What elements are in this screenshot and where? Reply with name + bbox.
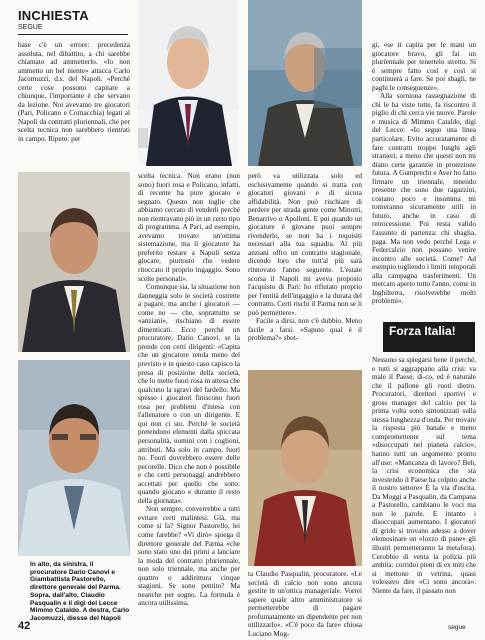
paragraph: però va utilizzata solo ed esclusivamente quando si tratta con giocatori giovani e di sicura affidabilità. Non può rischiare di perdere per strada gente come Minotti, Benarrivo o Apolloni. E poi quando un giocatore è giovane puoi sempre rivenderlo, se non ha i requisiti necessari alla tua squadra. Al più anziani offro un contratto stagionale, dicendo loro che tutt'al più sarà rinnovato l'anno seguente. L'estate scorsa il Napoli mi aveva proposto l'acquisto di Pari: ho rifiutato proprio per l'entità dell'ingaggio e la durata del contratto. Certi rischi il Parma non se li può permettere».: [248, 172, 362, 317]
article-column-3b: [248, 570, 362, 638]
article-column-4a: [372, 41, 476, 321]
photo-jacomuzzi: [138, 0, 238, 166]
section-title: INCHIESTA: [18, 8, 89, 23]
paragraph: Alla sorniona rassegnazione di chi le ha viste tutte, fa riscontro il piglio di chi cerca vie nuove. Parole e musica di Mimmo Cataldo, digì del Lecce: «Io seguo una linea particolare. Evito accuratamente di fare contratti troppo lunghi agli stranieri, a meno che questi non mi diano certe garanzie in protezione futura. A Gumprecht e Aver ho fatto firmare un triennale, tenendo presente che sono due ragazzini, costano poco e insomma mi torneranno sicuramente utili in futuro, anche in caso di retrocessione. Poi resta valido l'assunto di partenza: chi sbaglia, paga. Ma non vedo perché Lega e Federcalcio non possano venire incontro alle società. Come? Ad esempio togliendo i limiti temporali alla campagna trasferimenti. Un mercato aperto tutto l'anno, come in Inghilterra, risolverebbe molti problemi».: [372, 92, 476, 306]
paragraph: Nessuno sa spiegarsi bene il perché, e tutti si aggrappano alla crisi: va male il Paese, di-co, ed è naturale che il pallone gli ruoti dietro. Procuratori, direttori sportivi e gross manager del calcio per la prima volta sono sintonizzati sulla stessa lunghezza d'onda. Per trovare la risposta più banale e meno compromettente sul tema «disoccupati nel pianeta calcio», hanno tutti un argomento pronto all'uso: «Mancanza di lavoro? Beh, la crisi economica che sta investendo il Paese ha colpito anche il nostro settore» È la via d'uscita. Da Moggi a Pasqualin, da Campana a Pastorello, cambiano le voci ma non le parole. E intanto i disoccupati aumentano. I giocatori di grido si trovano adesso a dover elemosinare un «lozzo di pane» gli illustri permetteranno la metafora). Cerobbio di venta la polizia più ambita: corridoi pieni di ex miti che si mettono in vetrina, quasi volessero dire «Ci sono ancora». Niente da fare, il passato non: [372, 356, 476, 595]
header-rule: [18, 34, 128, 35]
page-number: 42: [18, 620, 31, 632]
subheading-forza-italia: Forza Italia!: [383, 322, 475, 352]
paragraph: base c'è un errore: precedenza assoluta, nel dibattito, a chi sarebbe chiamato ad ammetterlo. «Io non ammetto un bel niente» attacca Carlo Jacomuzzi, d.s. del Napoli. «Perché certe cose possono capitare a chiunque, l'importante è che servano da lezione. Noi avevamo tre giocatori (Pari, Policano e Cornacchia) legati al Napoli da contratti pluriennali, che per scelta tecnica non sarebbero rientrati in campo. Ripeto: per: [18, 41, 130, 144]
photo-pasqualin: [248, 370, 362, 566]
article-column-2: [138, 172, 240, 638]
article-column-3a: [248, 172, 362, 370]
photo-caption: In alto, da sinistra, il procuratore Dario Canovi e Giambattista Pastorello, direttore generale del Parma. Sopra, dall'alto, Claudio Pasqualin e il digì del Lecce Mimmo Cataldo. A destra, Carlo Jacomuzzi, diesse del Napoli: [30, 561, 130, 622]
paragraph: scelta tecnica. Non erano (non sono) fuori rosa e Policano, infatti, di recente ha pure giocato e segnato. Questo non toglie che abbiamo cercato di venderli perché non rientravano più in un certo tipo di programma. A Pari, ad esempio, avevamo trovato un'ottima sistemazione, ma il giocatore ha preferito restare a Napoli senza giocare, piuttosto che vedere ritoccato il proprio ingaggio. Sono scelte personali».: [138, 172, 240, 283]
article-column-1: [18, 41, 130, 167]
section-subtitle: SEGUE: [18, 24, 43, 31]
article-column-4b: [372, 356, 476, 622]
photo-canovi: [18, 172, 130, 352]
paragraph: ta Claudio Pasqualin, procuratore. «Le società di calcio non sono ancora gestite in un'ottica manageriale. Vorrei sapere quale altro amministratore si permetterebbe di pagare profumatamente un dipendente per non utilizzarlo». «C'è poco da fare» chiosa Luciano Mog-: [248, 570, 362, 638]
paragraph: Facile a dirsi, non c'è dubbio. Meno facile a farsi. «Saputo qual è il problema?» sbot-: [248, 317, 362, 343]
photo-cataldo: [18, 360, 130, 556]
paragraph: gi, «se ti capita per le mani un giocatore bravo, gli fai un pluriennale per tenertelo stretto. Si è sempre fatto così e così si continuerà a fare. Se poi sbagli, ne paghi le conseguenze».: [372, 41, 476, 92]
paragraph: Non sempre, converrebbe a tutti evitare certi malintesi. Già, ma come si fa? Signor Pastorello, lei come farebbe? «Vi dirò» spiega il direttore generale del Parma «che sono stato uno dei primi a lanciare la moda del contratto pluriennale, non solo triennale, ma anche per quattro o addirittura cinque stagioni. Se sono pentito? Ma neanche per sogno. La formula è ancora utilissima,: [138, 505, 240, 608]
continues-label: segue: [448, 624, 466, 631]
paragraph: Comunque sia, la situazione non danneggia solo le società costrette a pagare, ma anche i giocatori — come no — che, soprattutto se «anziani», rischiano di essere dimenticati. Ecco perché un procuratore, Dario Canovi, se la prende con certi dirigenti: «Capita che un giocatore renda meno del previsto e in questo caso capisco la presa di posizione della società, che lo mette fuori rosa in attesa che qualcuno la sgravi del fardello. Ma spesso i giocatori finiscono fuori rosa per problemi d'intesa con l'allenatore o con un dirigente. E qui non ci sto. Perché le società pretendono elementi dalla spiccata personalità, uomini con i coglioni, attributi. Ma solo in campo, fuori no. Fuori dovrebbero essere delle pecorelle. Dico che non è possibile e che certi personaggi andrebbero accettati per quello che sono: quando giocano e durante il resto della giornata».: [138, 283, 240, 505]
photo-pastorello: [248, 0, 362, 166]
